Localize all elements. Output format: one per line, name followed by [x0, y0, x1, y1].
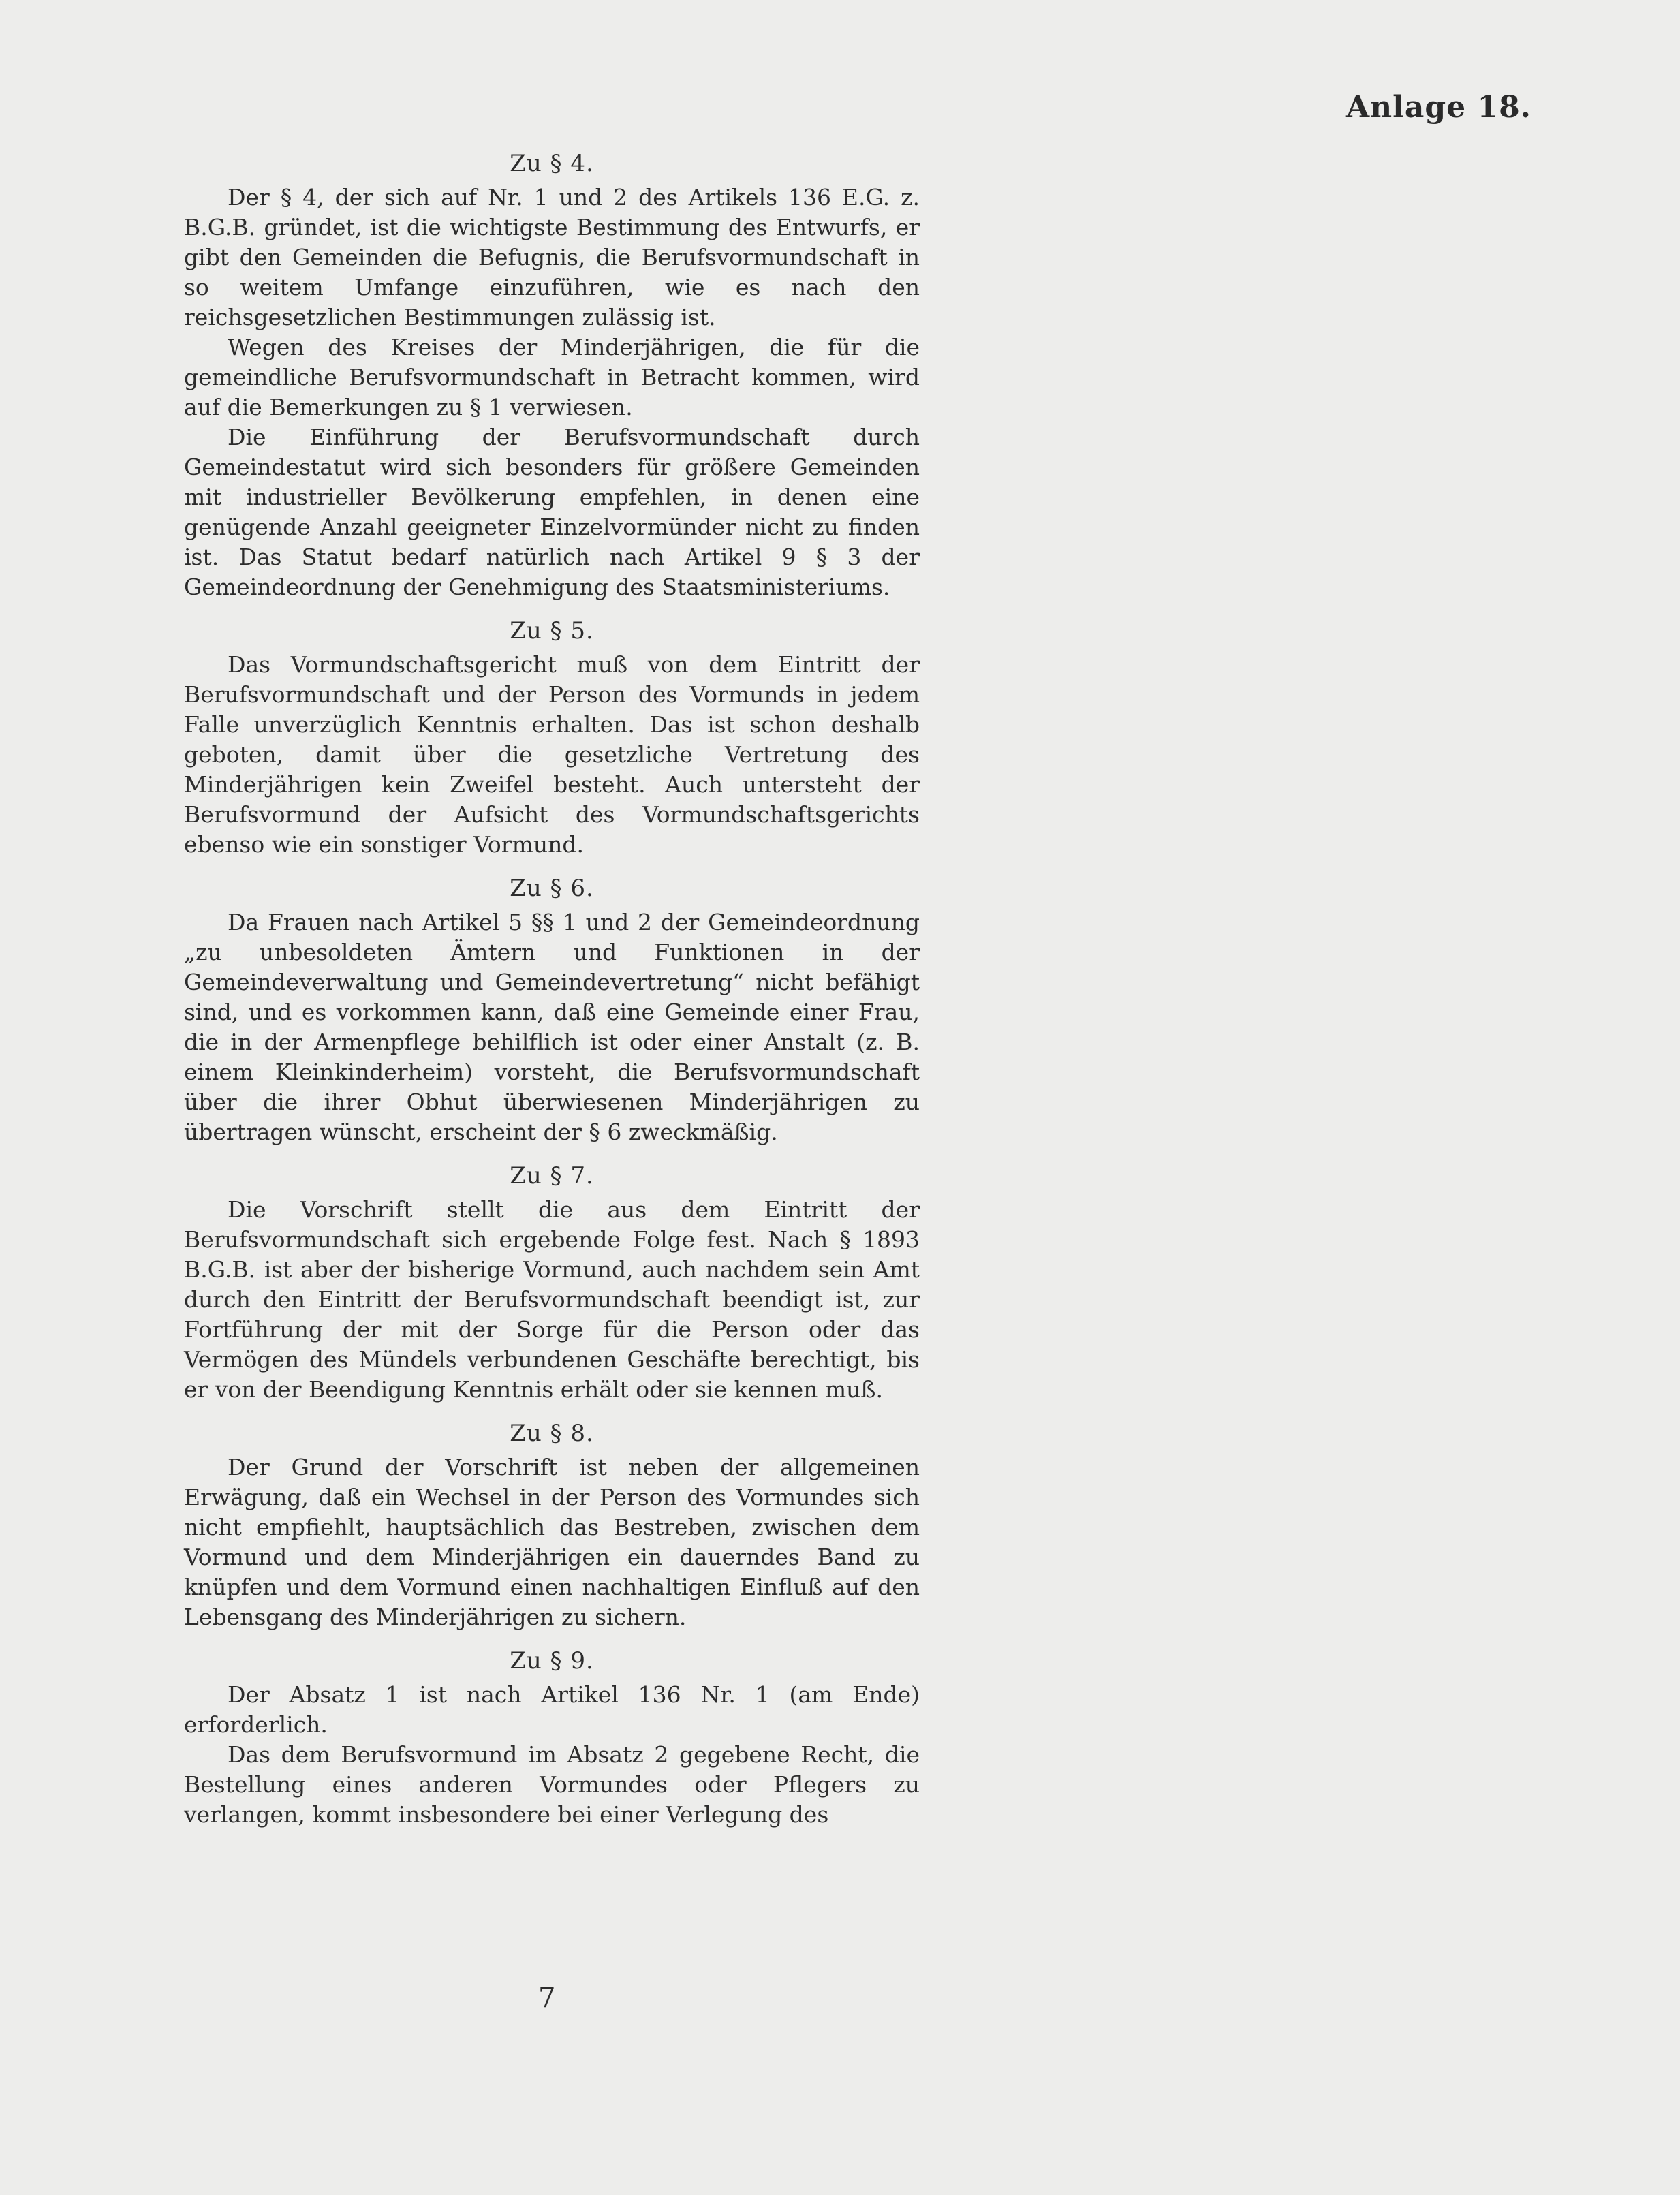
section-heading: Zu § 7. [510, 1162, 594, 1189]
paragraph: Die Einführung der Berufsvormundschaft durch Gemeindestatut wird sich besonders für größere Gemeinden mit industrieller Bevölkerung empfehlen, in denen eine genügende Anzahl geeigneter Einzelvormünder nicht zu finden ist. Das Statut bedarf natürlich nach Artikel 9 § 3 der Gemeindeordnung der Genehmigung des Staatsministeriums. [184, 424, 920, 600]
section-zu-8 [184, 1418, 920, 1632]
section-zu-7 [184, 1161, 920, 1405]
section-zu-9 [184, 1646, 920, 1830]
paragraph: Das dem Berufsvormund im Absatz 2 gegebene Recht, die Bestellung eines anderen Vormundes oder Pflegers zu verlangen, kommt insbesondere bei einer Verlegung des [184, 1741, 920, 1828]
paragraph: Das Vormundschaftsgericht muß von dem Eintritt der Berufsvormundschaft und der Person des Vormunds in jedem Falle unverzüglich Kenntnis erhalten. Das ist schon deshalb geboten, damit über die gesetzliche Vertretung des Minderjährigen kein Zweifel besteht. Auch untersteht der Berufsvormund der Aufsicht des Vormundschaftsgerichts ebenso wie ein sonstiger Vormund. [184, 651, 920, 858]
annex-label: Anlage 18. [1346, 90, 1531, 125]
paragraph: Wegen des Kreises der Minderjährigen, die für die gemeindliche Berufsvormundschaft in Betracht kommen, wird auf die Bemerkungen zu § 1 verwiesen. [184, 334, 920, 420]
paragraph: Der Grund der Vorschrift ist neben der allgemeinen Erwägung, daß ein Wechsel in der Person des Vormundes sich nicht empfiehlt, hauptsächlich das Bestreben, zwischen dem Vormund und dem Minderjährigen ein dauerndes Band zu knüpfen und dem Vormund einen nachhaltigen Einfluß auf den Lebensgang des Minderjährigen zu sichern. [184, 1454, 920, 1630]
section-zu-6 [184, 873, 920, 1147]
section-zu-4 [184, 149, 920, 602]
page-number: 7 [538, 1982, 556, 2014]
paragraph: Da Frauen nach Artikel 5 §§ 1 und 2 der Gemeindeordnung „zu unbesoldeten Ämtern und Funktionen in der Gemeindeverwaltung und Gemeindevertretung“ nicht befähigt sind, und es vorkommen kann, daß eine Gemeinde einer Frau, die in der Armenpflege behilflich ist oder einer Anstalt (z. B. einem Kleinkinderheim) vorsteht, die Berufsvormundschaft über die ihrer Obhut überwiesenen Minderjährigen zu übertragen wünscht, erscheint der § 6 zweckmäßig. [184, 909, 920, 1145]
section-heading: Zu § 8. [510, 1420, 594, 1447]
paragraph: Der § 4, der sich auf Nr. 1 und 2 des Artikels 136 E.G. z. B.G.B. gründet, ist die wichtigste Bestimmung des Entwurfs, er gibt den Gemeinden die Befugnis, die Berufsvormundschaft in so weitem Umfange einzuführen, wie es nach den reichsgesetzlichen Bestimmungen zulässig ist. [184, 184, 920, 330]
section-heading: Zu § 6. [510, 875, 594, 902]
section-zu-5 [184, 616, 920, 860]
section-heading: Zu § 4. [510, 150, 594, 177]
paragraph: Der Absatz 1 ist nach Artikel 136 Nr. 1 (am Ende) erforderlich. [184, 1681, 920, 1738]
text-column [184, 149, 920, 1830]
section-heading: Zu § 5. [510, 617, 594, 644]
section-heading: Zu § 9. [510, 1647, 594, 1675]
paragraph: Die Vorschrift stellt die aus dem Eintritt der Berufsvormundschaft sich ergebende Folge fest. Nach § 1893 B.G.B. ist aber der bisherige Vormund, auch nachdem sein Amt durch den Eintritt der Berufsvormundschaft beendigt ist, zur Fortführung der mit der Sorge für die Person oder das Vermögen des Mündels verbundenen Geschäfte berechtigt, bis er von der Beendigung Kenntnis erhält oder sie kennen muß. [184, 1196, 920, 1403]
